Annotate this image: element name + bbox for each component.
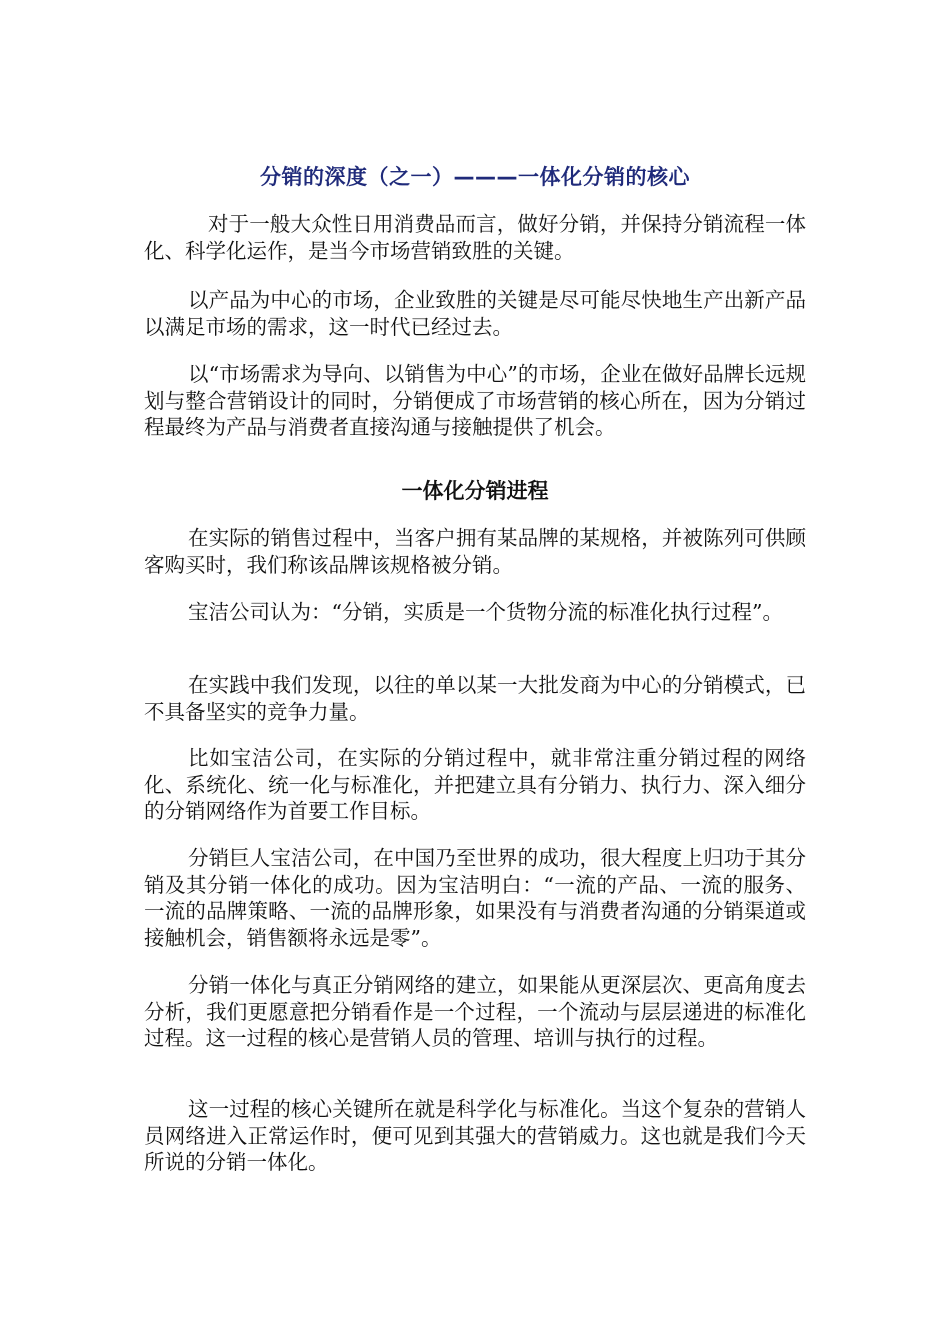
document-title: 分销的深度（之一）———一体化分销的核心 (260, 165, 690, 189)
paragraph: 分销一体化与真正分销网络的建立，如果能从更深层次、更高角度去分析，我们更愿意把分销看作是一个过程，一个流动与层层递进的标准化过程。这一过程的核心是营销人员的管理、培训与执行的过程。 (144, 973, 806, 1051)
paragraph: 比如宝洁公司，在实际的分销过程中，就非常注重分销过程的网络化、系统化、统一化与标准化，并把建立具有分销力、执行力、深入细分的分销网络作为首要工作目标。 (144, 746, 806, 824)
paragraph: 以产品为中心的市场，企业致胜的关键是尽可能尽快地生产出新产品以满足市场的需求，这一时代已经过去。 (144, 288, 806, 339)
paragraph: 以“市场需求为导向、以销售为中心”的市场，企业在做好品牌长远规划与整合营销设计的同时，分销便成了市场营销的核心所在，因为分销过程最终为产品与消费者直接沟通与接触提供了机会。 (144, 362, 806, 440)
section-heading: 一体化分销进程 (401, 479, 549, 503)
paragraph: 对于一般大众性日用消费品而言，做好分销，并保持分销流程一体化、科学化运作，是当今市场营销致胜的关键。 (144, 212, 806, 263)
paragraph: 宝洁公司认为：“分销，实质是一个货物分流的标准化执行过程”。 (188, 600, 783, 624)
paragraph: 在实际的销售过程中，当客户拥有某品牌的某规格，并被陈列可供顾客购买时，我们称该品牌该规格被分销。 (144, 526, 806, 577)
paragraph: 分销巨人宝洁公司，在中国乃至世界的成功，很大程度上归功于其分销及其分销一体化的成功。因为宝洁明白：“一流的产品、一流的服务、一流的品牌策略、一流的品牌形象，如果没有与消费者沟通的分销渠道或接触机会，销售额将永远是零”。 (144, 846, 806, 950)
paragraph: 在实践中我们发现，以往的单以某一大批发商为中心的分销模式，已不具备坚实的竞争力量。 (144, 673, 806, 724)
paragraph: 这一过程的核心关键所在就是科学化与标准化。当这个复杂的营销人员网络进入正常运作时，便可见到其强大的营销威力。这也就是我们今天所说的分销一体化。 (144, 1097, 806, 1175)
